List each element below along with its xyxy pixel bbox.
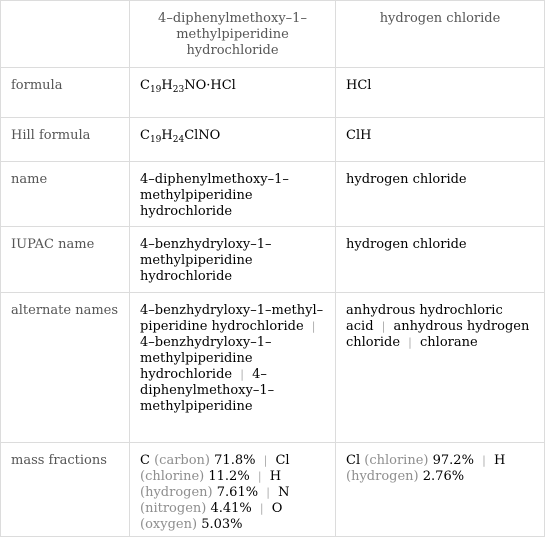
- separator: |: [408, 336, 412, 349]
- mass-fractions-value-1: [130, 443, 336, 537]
- header-row: [1, 1, 545, 68]
- alternate-name: 4–diphenylmethoxy–1–methylpiperidine: [140, 367, 275, 414]
- formula-value-1: [130, 68, 336, 118]
- separator: |: [263, 454, 268, 467]
- mass-fraction-value: 71.8%: [214, 453, 256, 468]
- element-name: (carbon): [154, 453, 211, 468]
- mass-fraction-value: 11.2%: [208, 469, 250, 484]
- separator: |: [257, 470, 262, 483]
- name-label: name: [1, 162, 130, 227]
- formula-subscript: 23: [172, 85, 185, 95]
- header-compound-1: 4–diphenylmethoxy–1–methylpiperidine hydrochloride: [130, 1, 336, 68]
- element-name: (chlorine): [140, 469, 205, 484]
- separator: |: [259, 502, 264, 515]
- alternate-name: anhydrous hydrochloric acid: [346, 303, 503, 334]
- mass-fraction-value: 5.03%: [201, 517, 243, 532]
- element-symbol: Cl: [275, 453, 290, 468]
- formula-subscript: 24: [172, 135, 185, 145]
- mass-fraction-value: 97.2%: [432, 453, 474, 468]
- element-name: (oxygen): [140, 517, 198, 532]
- element-symbol: N: [278, 485, 290, 500]
- name-row: [1, 162, 545, 227]
- hill-formula-value-1: [130, 118, 336, 162]
- alternate-names-value-2: [336, 293, 545, 443]
- element-symbol: H: [269, 469, 282, 484]
- formula-subscript: 19: [149, 135, 162, 145]
- element-symbol: O: [271, 501, 283, 516]
- formula-subscript: 19: [149, 85, 162, 95]
- element-name: (chlorine): [364, 453, 429, 468]
- mass-fraction-value: 4.41%: [210, 501, 252, 516]
- alternate-name: 4–benzhydryloxy–1–methylpiperidine hydrochloride: [140, 335, 272, 382]
- formula-row: [1, 68, 545, 118]
- alternate-name: 4–benzhydryloxy–1–methyl–piperidine hydrochloride: [140, 303, 324, 334]
- formula-part: NO·HCl: [184, 78, 236, 93]
- element-name: (nitrogen): [140, 501, 207, 516]
- name-value-1: 4–diphenylmethoxy–1–methylpiperidine hydrochloride: [130, 162, 336, 227]
- mass-fraction-value: 7.61%: [216, 485, 259, 500]
- element-name: (hydrogen): [140, 485, 213, 500]
- alternate-name: chlorane: [420, 335, 478, 350]
- element-symbol: Cl: [346, 453, 361, 468]
- hill-formula-label: Hill formula: [1, 118, 130, 162]
- mass-fractions-row: [1, 443, 545, 537]
- formula-part: H: [161, 128, 173, 143]
- iupac-label: IUPAC name: [1, 227, 130, 293]
- iupac-value-2: hydrogen chloride: [336, 227, 545, 293]
- separator: |: [266, 486, 270, 499]
- formula-part: ClH: [346, 128, 372, 143]
- element-symbol: C: [140, 453, 150, 468]
- separator: |: [482, 454, 486, 467]
- mass-fraction-value: 2.76%: [422, 469, 465, 484]
- formula-label: formula: [1, 68, 130, 118]
- iupac-row: [1, 227, 545, 293]
- element-name: (hydrogen): [346, 469, 419, 484]
- formula-part: C: [140, 78, 150, 93]
- mass-fractions-label: mass fractions: [1, 443, 130, 537]
- formula-value-2: [336, 68, 545, 118]
- formula-part: H: [161, 78, 173, 93]
- alternate-names-label: alternate names: [1, 293, 130, 443]
- formula-part: C: [140, 128, 150, 143]
- mass-fractions-value-2: [336, 443, 545, 537]
- element-symbol: H: [493, 453, 506, 468]
- name-value-2: hydrogen chloride: [336, 162, 545, 227]
- iupac-value-1: 4–benzhydryloxy–1–methylpiperidine hydrochloride: [130, 227, 336, 293]
- formula-part: HCl: [346, 78, 372, 93]
- separator: |: [381, 320, 386, 333]
- header-compound-2: hydrogen chloride: [336, 1, 545, 68]
- separator: |: [311, 320, 316, 333]
- header-corner: [1, 1, 130, 68]
- hill-formula-row: [1, 118, 545, 162]
- alternate-name: anhydrous hydrogen chloride: [346, 319, 530, 350]
- separator: |: [240, 368, 244, 381]
- formula-part: ClNO: [184, 128, 221, 143]
- alternate-names-row: [1, 293, 545, 443]
- alternate-names-value-1: [130, 293, 336, 443]
- hill-formula-value-2: [336, 118, 545, 162]
